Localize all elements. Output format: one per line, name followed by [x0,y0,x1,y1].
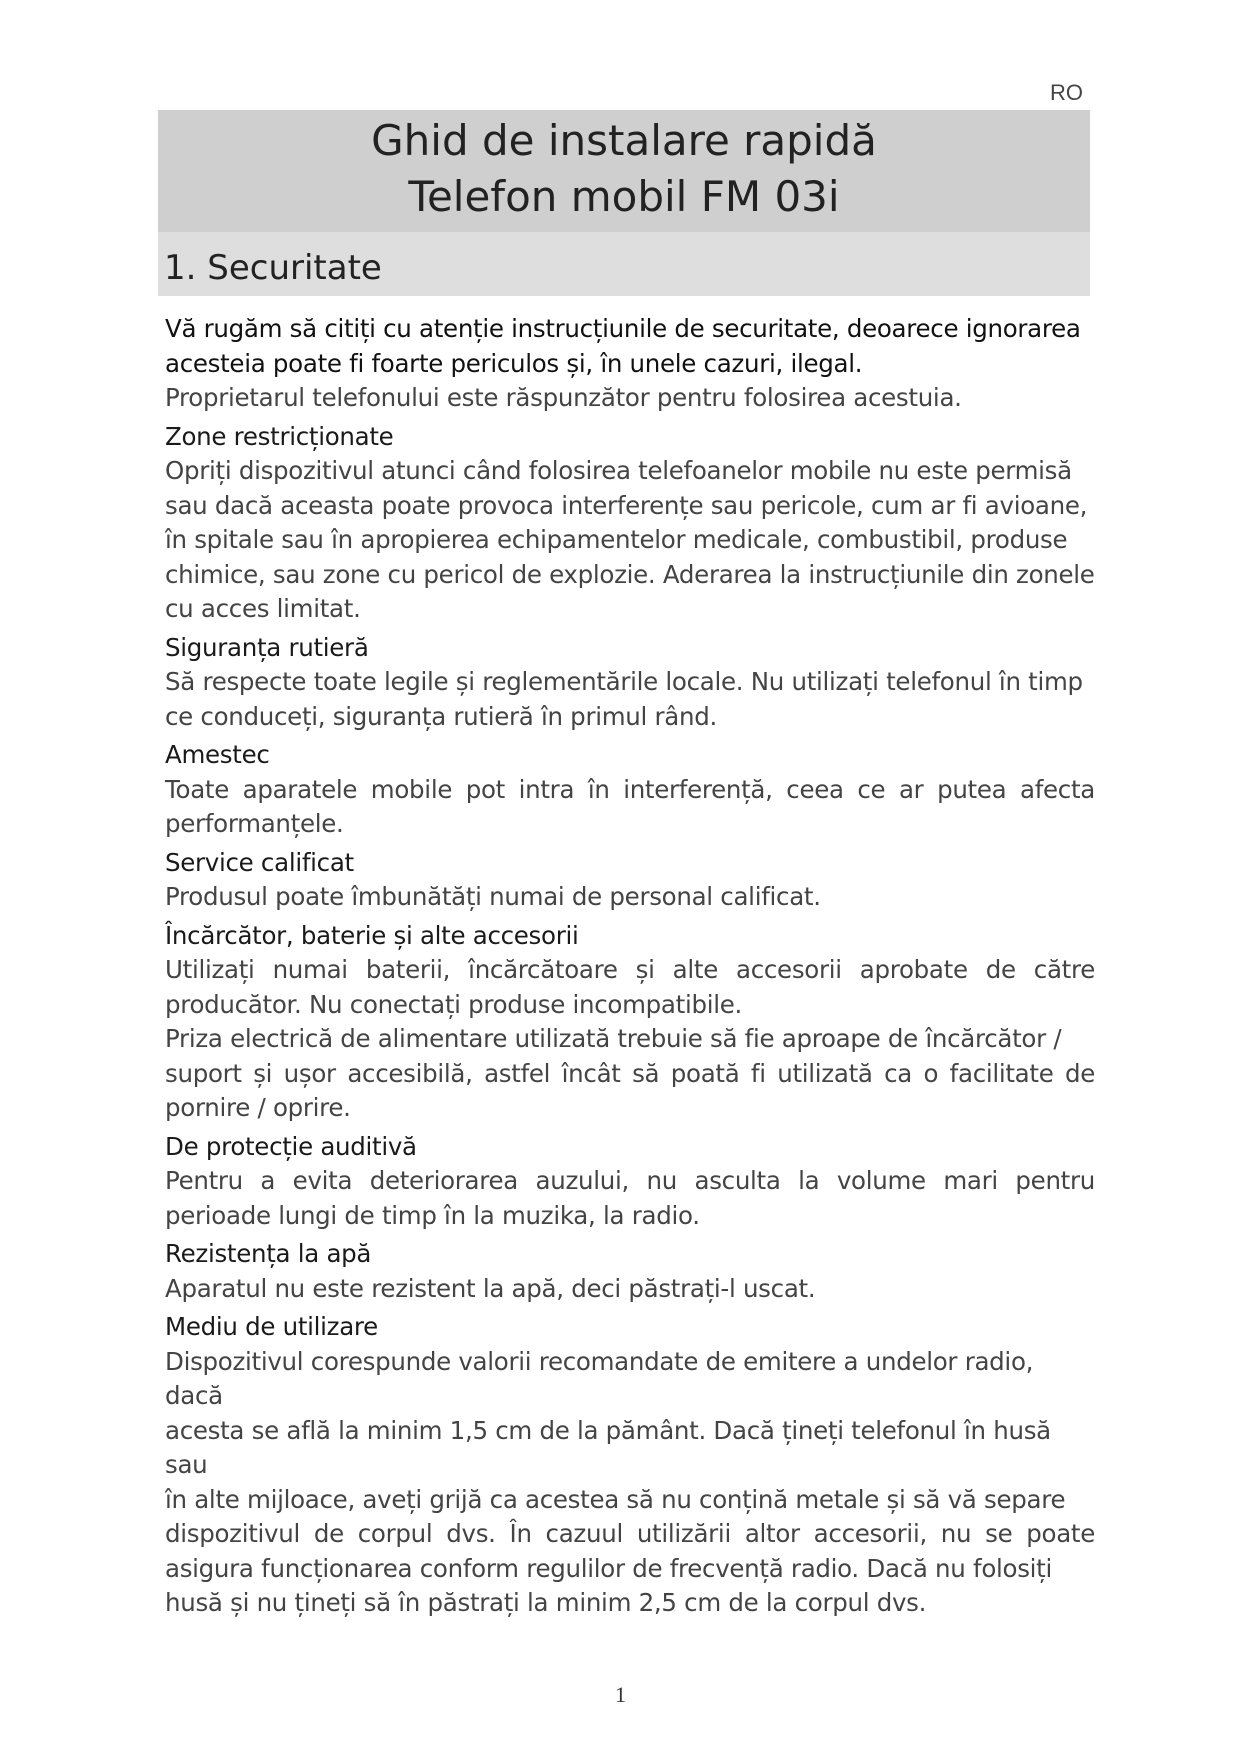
intro-paragraph: Proprietarul telefonului este răspunzător pentru folosirea acestuia. [165,383,962,412]
body-line: Dispozitivul corespunde valorii recomandate de emitere a undelor radio, dacă [165,1346,1034,1410]
body-line: producător. Nu conectați produse incompatibile. [165,989,742,1019]
body-line: perioade lungi de timp în la muzika, la radio. [165,1200,700,1230]
body-line: cu acces limitat. [165,594,361,623]
body-line: chimice, sau zone cu pericol de explozie. Aderarea la instrucțiunile din zonele [165,559,1095,589]
section-heading-charger-battery: Încărcător, baterie și alte accesorii [165,920,579,950]
body-line: Aparatul nu este rezistent la apă, deci păstrați-l uscat. [165,1273,816,1303]
document-title: Ghid de instalare rapidă [371,116,877,165]
body-line: dispozitivul de corpul dvs. În cazuul utilizării altor accesorii, nu se poate [165,1519,1095,1548]
body-line: sau dacă aceasta poate provoca interferențe sau pericole, cum ar fi avioane, [165,490,1088,520]
body-line: Priza electrică de alimentare utilizată trebuie să fie aproape de încărcător / [165,1024,1062,1053]
section-heading-hearing-protection: De protecție auditivă [165,1131,417,1161]
body-line: Toate aparatele mobile pot intra în interferență, ceea ce ar putea afecta [165,774,1095,804]
section-heading-qualified-service: Service calificat [165,847,354,877]
page-number: 1 [615,1682,626,1707]
section-heading-usage-environment: Mediu de utilizare [165,1312,378,1341]
intro-line: acesteia poate fi foarte periculos și, în unele cazuri, ilegal. [165,348,863,378]
section-title: 1. Securitate [164,248,382,288]
document-subtitle: Telefon mobil FM 03i [408,172,840,221]
body-line: Pentru a evita deteriorarea auzului, nu asculta la volume mari pentru [165,1166,1095,1195]
body-line: acesta se află la minim 1,5 cm de la pământ. Dacă țineți telefonul în husă sau [165,1415,1051,1479]
body-line: suport și ușor accesibilă, astfel încât să poată fi utilizată ca o facilitate de [165,1058,1095,1088]
section-heading-restricted-zones: Zone restricționate [165,421,394,451]
body-line: Produsul poate îmbunătăți numai de personal calificat. [165,882,821,911]
body-line: Utilizați numai baterii, încărcătoare și alte accesorii aprobate de către [165,955,1095,984]
language-code: RO [1050,80,1083,105]
body-line: în alte mijloace, aveți grijă ca acestea să nu conțină metale și să vă separe [165,1484,1066,1514]
body-line: pornire / oprire. [165,1093,351,1122]
body-line: asigura funcționarea conform regulilor de frecvență radio. Dacă nu folosiți [165,1553,1052,1583]
body-line: Opriți dispozitivul atunci când folosirea telefoanelor mobile nu este permisă [165,456,1072,485]
intro-line: Vă rugăm să citiți cu atenție instrucțiunile de securitate, deoarece ignorarea [165,314,1081,343]
body-line: husă și nu țineți să în păstrați la minim 2,5 cm de la corpul dvs. [165,1588,927,1617]
section-heading-interference: Amestec [165,740,270,769]
document-body [165,312,1095,1621]
body-line: în spitale sau în apropierea echipamentelor medicale, combustibil, produse [165,525,1068,554]
body-line: performanțele. [165,809,344,838]
section-heading-water-resistance: Rezistența la apă [165,1239,372,1268]
body-line: ce conduceți, siguranța rutieră în primul rând. [165,701,717,731]
section-heading-road-safety: Siguranța rutieră [165,632,369,662]
body-line: Să respecte toate legile și reglementările locale. Nu utilizați telefonul în timp [165,667,1083,696]
